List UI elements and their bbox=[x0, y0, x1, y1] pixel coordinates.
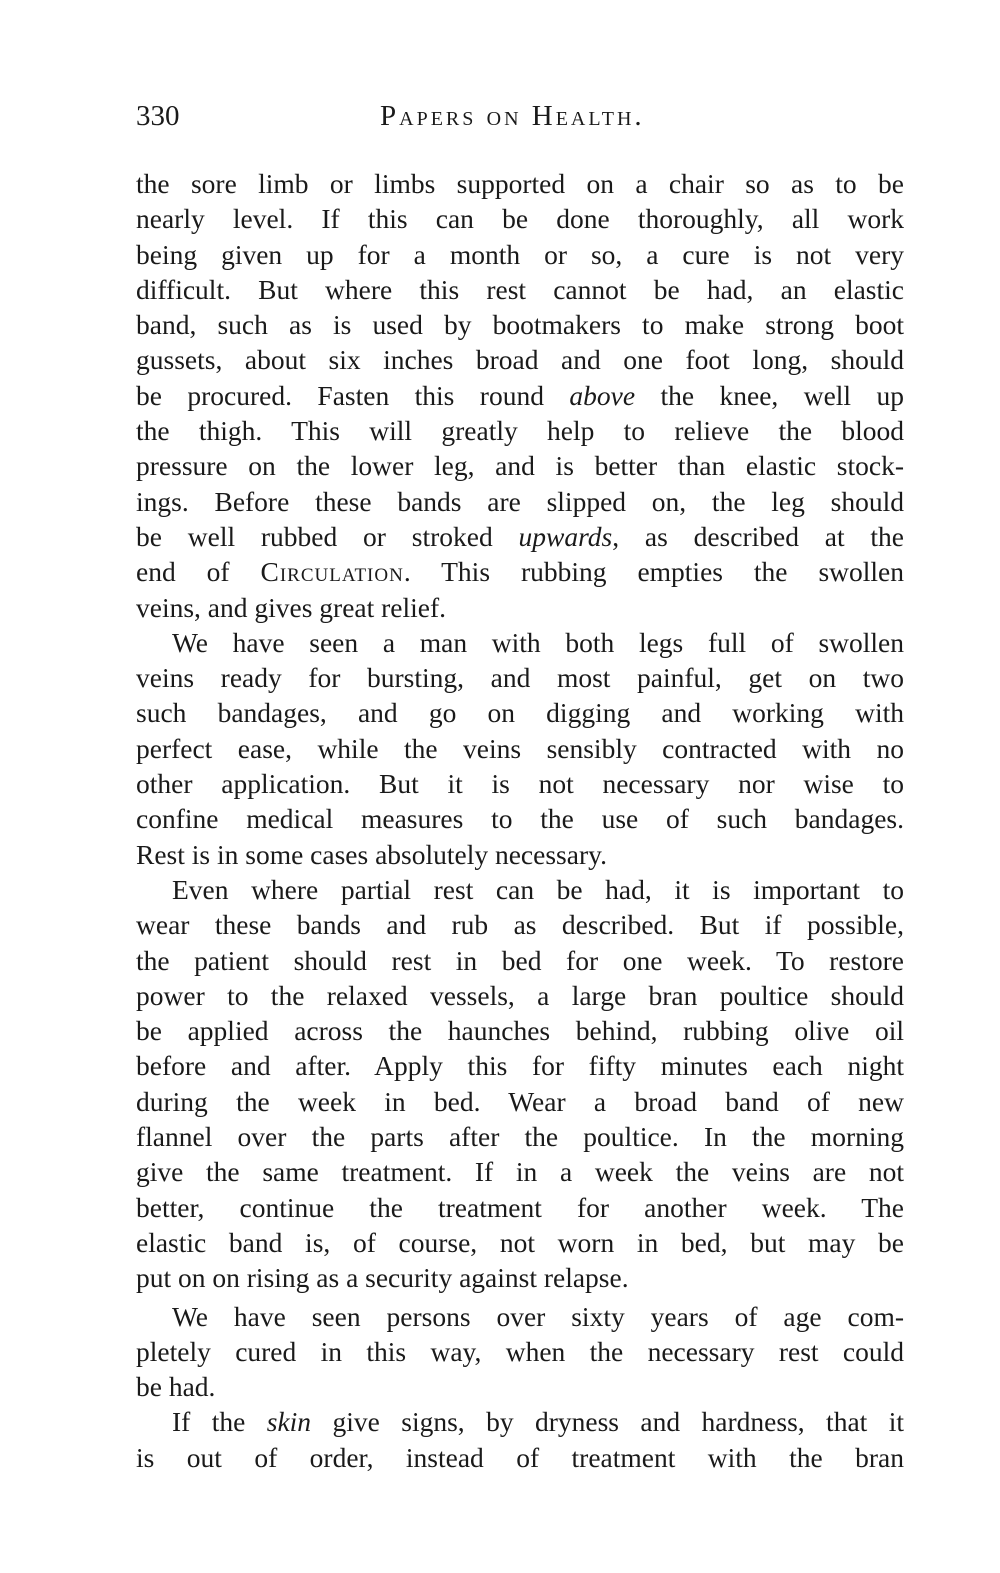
text-segment: end of bbox=[136, 556, 261, 588]
paragraph bbox=[136, 872, 904, 1296]
text-segment: power to the relaxed vessels, a large bran poultice should bbox=[136, 979, 904, 1011]
text-line bbox=[136, 307, 904, 342]
body-text bbox=[136, 166, 904, 1475]
text-line bbox=[136, 943, 904, 978]
text-segment: confine medical measures to the use of such bandages. bbox=[136, 803, 904, 835]
italic-text: above bbox=[569, 379, 636, 411]
text-line bbox=[136, 625, 904, 660]
text-segment: Rest is in some cases absolutely necessary. bbox=[136, 838, 607, 870]
small-caps-text: Circulation bbox=[260, 556, 404, 588]
text-line bbox=[136, 907, 904, 942]
text-line bbox=[136, 695, 904, 730]
text-line bbox=[136, 1225, 904, 1260]
paragraph bbox=[136, 625, 904, 872]
text-segment: is out of order, instead of treatment with the bran bbox=[136, 1441, 904, 1473]
text-line bbox=[136, 237, 904, 272]
text-segment: , as described at the bbox=[612, 520, 905, 552]
text-segment: during the week in bed. Wear a broad band of new bbox=[136, 1085, 904, 1117]
text-segment: better, continue the treatment for another week. The bbox=[136, 1191, 904, 1223]
text-segment: give signs, by dryness and hardness, that it bbox=[311, 1406, 904, 1438]
text-segment: We have seen persons over sixty years of age com- bbox=[172, 1300, 904, 1332]
text-segment: other application. But it is not necessary nor wise to bbox=[136, 768, 904, 800]
text-segment: the sore limb or limbs supported on a chair so as to be bbox=[136, 168, 904, 199]
text-segment: the thigh. This will greatly help to relieve the blood bbox=[136, 415, 904, 447]
text-line bbox=[136, 1154, 904, 1189]
text-segment: be applied across the haunches behind, rubbing olive oil bbox=[136, 1015, 904, 1047]
text-line bbox=[136, 201, 904, 236]
text-line bbox=[136, 1260, 904, 1295]
text-segment: difficult. But where this rest cannot be had, an elastic bbox=[136, 273, 904, 305]
text-line bbox=[136, 872, 904, 907]
page-number: 330 bbox=[136, 100, 180, 132]
text-segment: Even where partial rest can be had, it is important to bbox=[172, 873, 904, 905]
text-line bbox=[136, 166, 904, 201]
text-line bbox=[136, 1119, 904, 1154]
text-line bbox=[136, 1048, 904, 1083]
text-line bbox=[136, 1404, 904, 1439]
text-line bbox=[136, 766, 904, 801]
text-line bbox=[136, 1334, 904, 1369]
paragraph bbox=[136, 166, 904, 625]
text-line bbox=[136, 484, 904, 519]
text-line bbox=[136, 1013, 904, 1048]
text-segment: be had. bbox=[136, 1371, 216, 1403]
text-line bbox=[136, 519, 904, 554]
text-segment: elastic band is, of course, not worn in bed, but may be bbox=[136, 1226, 904, 1258]
text-segment: wear these bands and rub as described. But if possible, bbox=[136, 909, 904, 941]
text-line bbox=[136, 448, 904, 483]
text-segment: pletely cured in this way, when the necessary rest could bbox=[136, 1335, 904, 1367]
text-segment: the knee, well up bbox=[635, 379, 904, 411]
text-segment: band, such as is used by bootmakers to make strong boot bbox=[136, 309, 904, 341]
text-segment: . This rubbing empties the swollen bbox=[403, 556, 904, 588]
text-segment: ings. Before these bands are slipped on, the leg should bbox=[136, 485, 904, 517]
running-title: Papers on Health. bbox=[380, 100, 645, 132]
text-segment: be procured. Fasten this round bbox=[136, 379, 570, 411]
italic-text: skin bbox=[266, 1406, 312, 1438]
text-line bbox=[136, 978, 904, 1013]
text-segment: being given up for a month or so, a cure is not very bbox=[136, 238, 904, 270]
text-segment: veins, and gives great relief. bbox=[136, 591, 447, 623]
text-segment: If the bbox=[172, 1406, 267, 1438]
text-line bbox=[136, 554, 904, 589]
text-line bbox=[136, 837, 904, 872]
text-segment: put on on rising as a security against relapse. bbox=[136, 1262, 629, 1294]
text-segment: veins ready for bursting, and most painful, get on two bbox=[136, 662, 904, 694]
text-segment: before and after. Apply this for fifty minutes each night bbox=[136, 1050, 904, 1082]
text-line bbox=[136, 660, 904, 695]
text-line bbox=[136, 1369, 904, 1404]
text-line bbox=[136, 1190, 904, 1225]
text-segment: gussets, about six inches broad and one foot long, should bbox=[136, 344, 904, 376]
italic-text: upwards bbox=[518, 520, 613, 552]
text-segment: the patient should rest in bed for one week. To restore bbox=[136, 944, 904, 976]
text-line bbox=[136, 590, 904, 625]
paragraph bbox=[136, 1299, 904, 1405]
text-line bbox=[136, 1440, 904, 1475]
text-line bbox=[136, 378, 904, 413]
text-line bbox=[136, 1299, 904, 1334]
paragraph bbox=[136, 1404, 904, 1475]
text-segment: give the same treatment. If in a week the veins are not bbox=[136, 1156, 904, 1188]
text-line bbox=[136, 272, 904, 307]
text-segment: be well rubbed or stroked bbox=[136, 520, 519, 552]
text-segment: flannel over the parts after the poultice. In the morning bbox=[136, 1121, 904, 1153]
text-line bbox=[136, 731, 904, 766]
text-segment: pressure on the lower leg, and is better than elastic stock- bbox=[136, 450, 904, 482]
text-line bbox=[136, 342, 904, 377]
text-segment: perfect ease, while the veins sensibly contracted with no bbox=[136, 732, 904, 764]
text-line bbox=[136, 1084, 904, 1119]
text-segment: such bandages, and go on digging and working with bbox=[136, 697, 904, 729]
text-segment: We have seen a man with both legs full of swollen bbox=[172, 626, 904, 658]
text-segment: nearly level. If this can be done thoroughly, all work bbox=[136, 203, 904, 235]
text-line bbox=[136, 413, 904, 448]
text-line bbox=[136, 801, 904, 836]
